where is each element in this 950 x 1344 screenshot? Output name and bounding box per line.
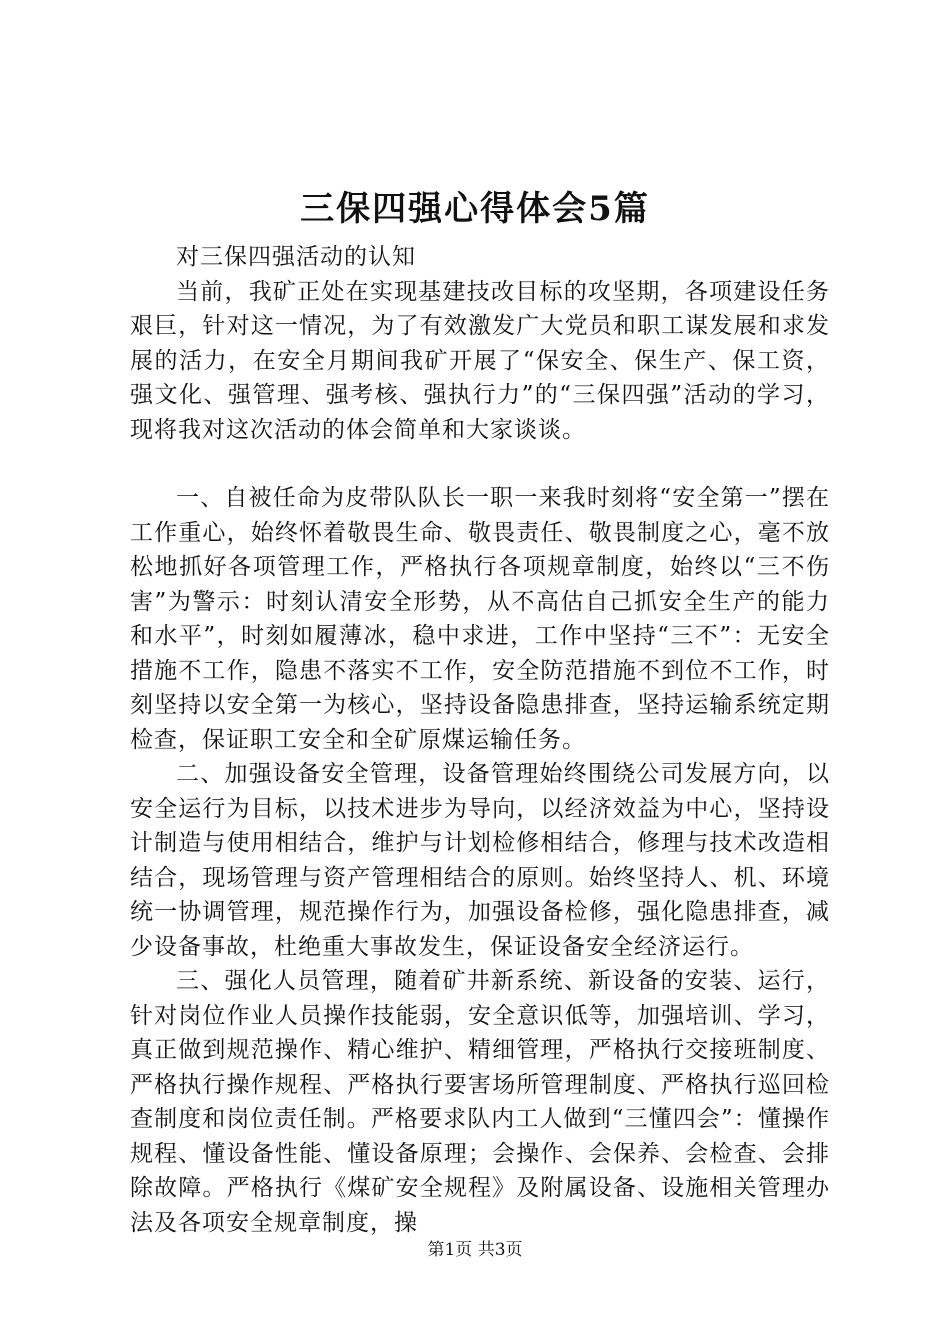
paragraph-point-three: 三、强化人员管理，随着矿井新系统、新设备的安装、运行，针对岗位作业人员操作技能弱，安全意识低等，加强培训、学习，真正做到规范操作、精心维护、精细管理，严格执行交接班制度、严格执行操作规程、严格执行要害场所管理制度、严格执行巡回检查制度和岗位责任制。严格要求队内工人做到“三懂四会”：懂操作规程、懂设备性能、懂设备原理；会操作、会保养、会检查、会排除故障。严格执行《煤矿安全规程》及附属设备、设施相关管理办法及各项安全规章制度，操 bbox=[130, 968, 830, 1236]
paragraph-point-two: 二、加强设备安全管理，设备管理始终围绕公司发展方向，以安全运行为目标，以技术进步为导向，以经济效益为中心，坚持设计制造与使用相结合，维护与计划检修相结合，修理与技术改造相结合，现场管理与资产管理相结合的原则。始终坚持人、机、环境统一协调管理，规范操作行为，加强设备检修，强化隐患排查，减少设备事故，杜绝重大事故发生，保证设备安全经济运行。 bbox=[130, 761, 830, 960]
section-subtitle: 对三保四强活动的认知 bbox=[176, 244, 416, 270]
document-body bbox=[130, 240, 830, 1240]
paragraph-intro: 当前，我矿正处在实现基建技改目标的攻坚期，各项建设任务艰巨，针对这一情况，为了有效激发广大党员和职工谋发展和求发展的活力，在安全月期间我矿开展了“保安全、保生产、保工资，强文化、强管理、强考核、强执行力”的“三保四强”活动的学习，现将我对这次活动的体会简单和大家谈谈。 bbox=[130, 278, 830, 443]
document-title: 三保四强心得体会5篇 bbox=[300, 189, 650, 229]
paragraph-point-one: 一、自被任命为皮带队队长一职一来我时刻将“安全第一”摆在工作重心，始终怀着敬畏生命、敬畏责任、敬畏制度之心，毫不放松地抓好各项管理工作，严格执行各项规章制度，始终以“三不伤害”为警示：时刻认清安全形势，从不高估自己抓安全生产的能力和水平”，时刻如履薄冰，稳中求进，工作中坚持“三不”：无安全措施不工作，隐患不落实不工作，安全防范措施不到位不工作，时刻坚持以安全第一为核心，坚持设备隐患排查，坚持运输系统定期检查，保证职工安全和全矿原煤运输任务。 bbox=[130, 485, 830, 753]
page-number: 第1页 共3页 bbox=[427, 1240, 523, 1260]
